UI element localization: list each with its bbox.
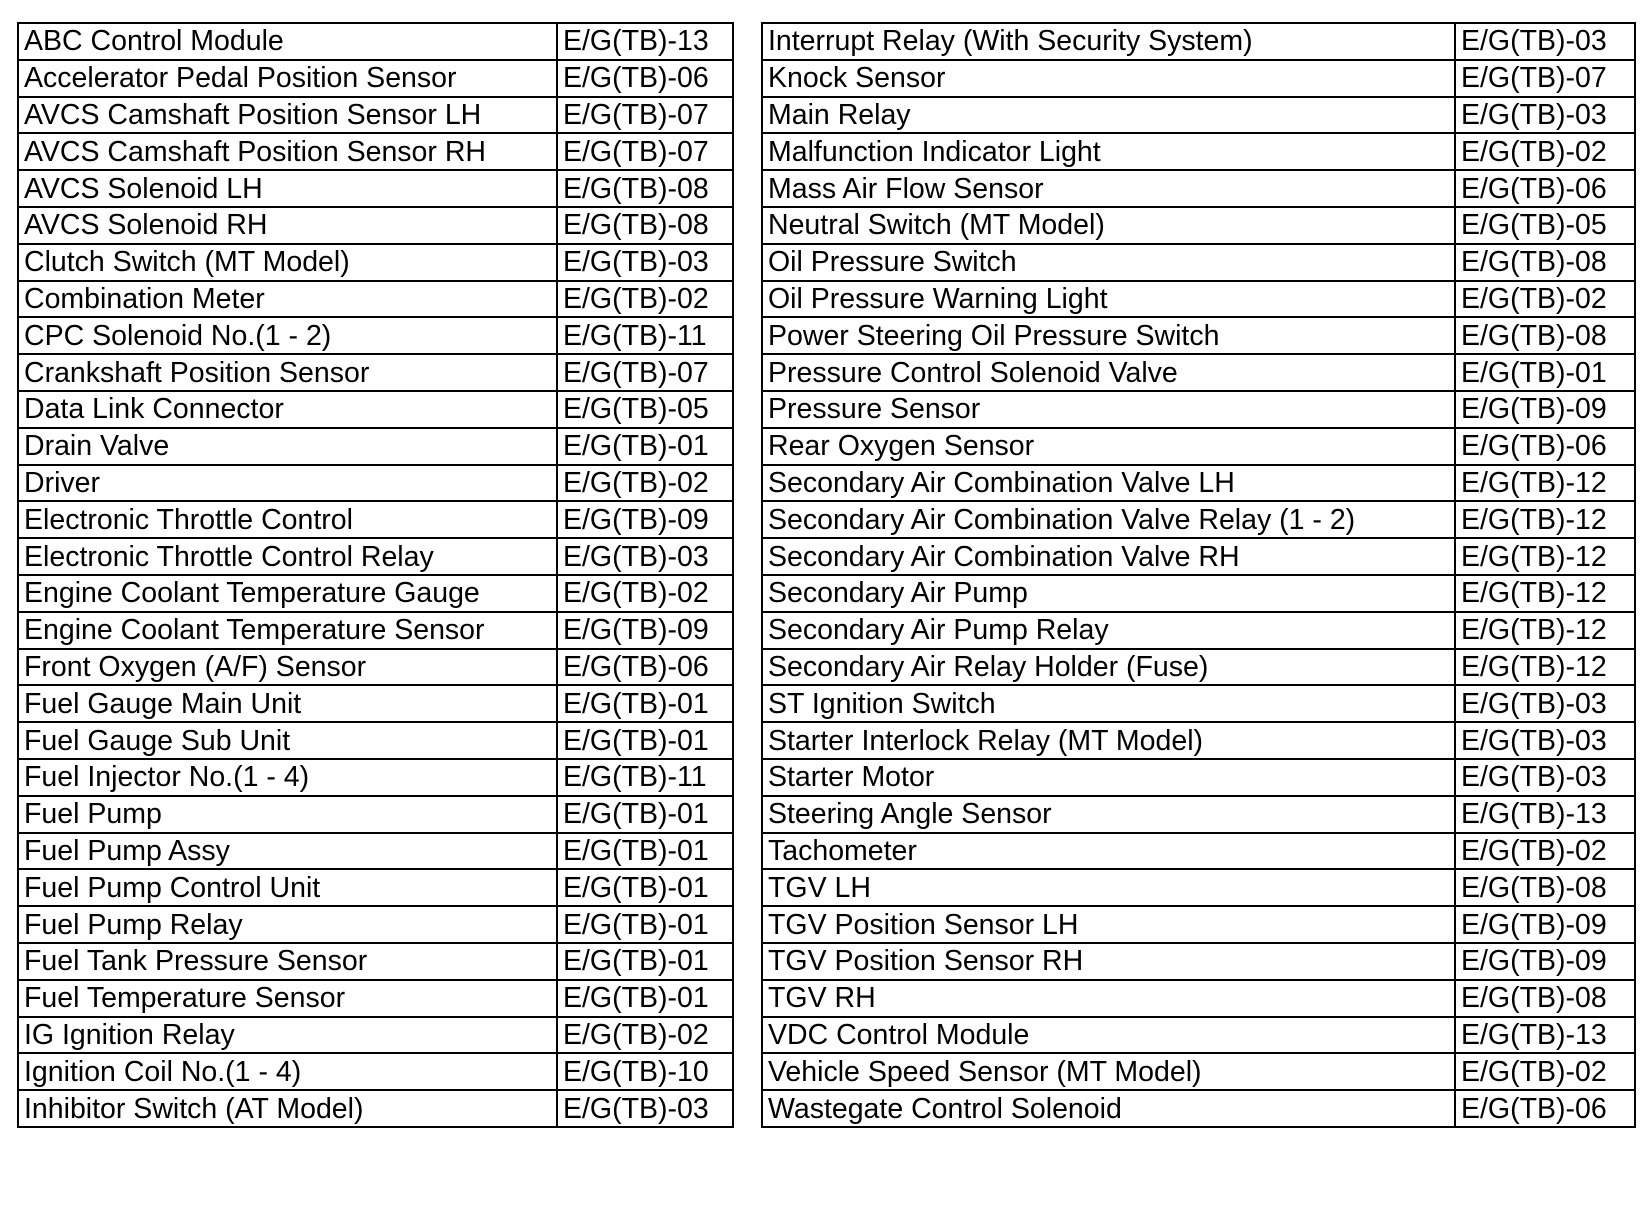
diagram-reference: E/G(TB)-10	[557, 1053, 733, 1090]
diagram-reference: E/G(TB)-01	[557, 869, 733, 906]
component-name: AVCS Camshaft Position Sensor RH	[18, 133, 557, 170]
component-name: Tachometer	[762, 833, 1455, 870]
component-name: Front Oxygen (A/F) Sensor	[18, 649, 557, 686]
component-name: Steering Angle Sensor	[762, 796, 1455, 833]
component-name: Electronic Throttle Control	[18, 501, 557, 538]
diagram-reference: E/G(TB)-01	[557, 906, 733, 943]
table-row	[762, 943, 1635, 980]
table-row	[762, 575, 1635, 612]
component-name: Mass Air Flow Sensor	[762, 170, 1455, 207]
diagram-reference: E/G(TB)-09	[1455, 391, 1635, 428]
component-name: Fuel Tank Pressure Sensor	[18, 943, 557, 980]
component-name: Engine Coolant Temperature Gauge	[18, 575, 557, 612]
table-row	[18, 685, 733, 722]
diagram-reference: E/G(TB)-02	[557, 1017, 733, 1054]
diagram-reference: E/G(TB)-09	[557, 501, 733, 538]
table-row	[18, 23, 733, 60]
diagram-reference: E/G(TB)-12	[1455, 538, 1635, 575]
table-row	[18, 1053, 733, 1090]
component-name: IG Ignition Relay	[18, 1017, 557, 1054]
diagram-reference: E/G(TB)-06	[1455, 170, 1635, 207]
diagram-reference: E/G(TB)-03	[1455, 685, 1635, 722]
table-row	[762, 170, 1635, 207]
component-name: Drain Valve	[18, 428, 557, 465]
component-name: Fuel Gauge Main Unit	[18, 685, 557, 722]
table-row	[762, 869, 1635, 906]
component-name: Fuel Pump	[18, 796, 557, 833]
diagram-reference: E/G(TB)-02	[557, 281, 733, 318]
component-name: TGV Position Sensor LH	[762, 906, 1455, 943]
component-name: Fuel Pump Assy	[18, 833, 557, 870]
table-row	[762, 685, 1635, 722]
table-row	[762, 796, 1635, 833]
diagram-reference: E/G(TB)-08	[1455, 869, 1635, 906]
diagram-reference: E/G(TB)-03	[557, 538, 733, 575]
diagram-reference: E/G(TB)-08	[1455, 317, 1635, 354]
component-name: Interrupt Relay (With Security System)	[762, 23, 1455, 60]
table-row	[18, 759, 733, 796]
table-row	[18, 97, 733, 134]
diagram-reference: E/G(TB)-08	[1455, 980, 1635, 1017]
component-name: ST Ignition Switch	[762, 685, 1455, 722]
component-name: Crankshaft Position Sensor	[18, 354, 557, 391]
table-row	[18, 833, 733, 870]
component-name: VDC Control Module	[762, 1017, 1455, 1054]
component-name: Power Steering Oil Pressure Switch	[762, 317, 1455, 354]
component-name: Secondary Air Relay Holder (Fuse)	[762, 649, 1455, 686]
table-row	[18, 465, 733, 502]
diagram-reference: E/G(TB)-07	[557, 97, 733, 134]
table-row	[762, 649, 1635, 686]
component-name: TGV LH	[762, 869, 1455, 906]
table-row	[762, 612, 1635, 649]
diagram-reference: E/G(TB)-07	[557, 133, 733, 170]
diagram-reference: E/G(TB)-03	[557, 244, 733, 281]
table-row	[18, 244, 733, 281]
diagram-reference: E/G(TB)-03	[557, 1090, 733, 1127]
table-row	[18, 170, 733, 207]
component-name: Accelerator Pedal Position Sensor	[18, 60, 557, 97]
component-name: TGV RH	[762, 980, 1455, 1017]
table-row	[762, 1017, 1635, 1054]
component-name: Engine Coolant Temperature Sensor	[18, 612, 557, 649]
component-name: Secondary Air Pump Relay	[762, 612, 1455, 649]
table-row	[18, 133, 733, 170]
diagram-reference: E/G(TB)-13	[1455, 1017, 1635, 1054]
diagram-reference: E/G(TB)-01	[557, 428, 733, 465]
diagram-reference: E/G(TB)-02	[557, 465, 733, 502]
table-row	[18, 207, 733, 244]
component-name: AVCS Solenoid LH	[18, 170, 557, 207]
component-name: Secondary Air Combination Valve Relay (1 - 2)	[762, 501, 1455, 538]
component-name: Clutch Switch (MT Model)	[18, 244, 557, 281]
component-name: Secondary Air Combination Valve LH	[762, 465, 1455, 502]
table-row	[762, 906, 1635, 943]
diagram-reference: E/G(TB)-12	[1455, 612, 1635, 649]
left-index-body	[18, 23, 733, 1127]
diagram-reference: E/G(TB)-12	[1455, 575, 1635, 612]
left-index-table	[17, 22, 734, 1128]
diagram-reference: E/G(TB)-06	[1455, 1090, 1635, 1127]
table-row	[18, 796, 733, 833]
diagram-reference: E/G(TB)-01	[557, 943, 733, 980]
component-name: Inhibitor Switch (AT Model)	[18, 1090, 557, 1127]
table-row	[762, 465, 1635, 502]
table-row	[762, 354, 1635, 391]
diagram-reference: E/G(TB)-09	[557, 612, 733, 649]
table-row	[18, 317, 733, 354]
diagram-reference: E/G(TB)-02	[1455, 833, 1635, 870]
diagram-reference: E/G(TB)-08	[1455, 244, 1635, 281]
right-index-body	[762, 23, 1635, 1127]
diagram-reference: E/G(TB)-08	[557, 207, 733, 244]
component-name: Wastegate Control Solenoid	[762, 1090, 1455, 1127]
component-name: Fuel Pump Relay	[18, 906, 557, 943]
table-row	[762, 1090, 1635, 1127]
diagram-reference: E/G(TB)-09	[1455, 943, 1635, 980]
component-name: Fuel Pump Control Unit	[18, 869, 557, 906]
component-name: ABC Control Module	[18, 23, 557, 60]
table-row	[762, 1053, 1635, 1090]
component-name: Fuel Gauge Sub Unit	[18, 722, 557, 759]
diagram-reference: E/G(TB)-06	[1455, 428, 1635, 465]
diagram-reference: E/G(TB)-07	[1455, 60, 1635, 97]
component-name: Fuel Injector No.(1 - 4)	[18, 759, 557, 796]
diagram-reference: E/G(TB)-02	[1455, 1053, 1635, 1090]
table-row	[18, 612, 733, 649]
table-row	[18, 60, 733, 97]
component-name: Pressure Control Solenoid Valve	[762, 354, 1455, 391]
diagram-reference: E/G(TB)-12	[1455, 501, 1635, 538]
component-name: Secondary Air Combination Valve RH	[762, 538, 1455, 575]
component-name: Starter Motor	[762, 759, 1455, 796]
table-row	[762, 207, 1635, 244]
diagram-reference: E/G(TB)-13	[1455, 796, 1635, 833]
table-row	[762, 428, 1635, 465]
table-row	[18, 428, 733, 465]
diagram-reference: E/G(TB)-11	[557, 759, 733, 796]
component-name: Ignition Coil No.(1 - 4)	[18, 1053, 557, 1090]
diagram-reference: E/G(TB)-02	[557, 575, 733, 612]
table-row	[762, 391, 1635, 428]
table-row	[18, 575, 733, 612]
diagram-reference: E/G(TB)-07	[557, 354, 733, 391]
component-name: Malfunction Indicator Light	[762, 133, 1455, 170]
table-row	[762, 980, 1635, 1017]
diagram-reference: E/G(TB)-03	[1455, 722, 1635, 759]
diagram-reference: E/G(TB)-08	[557, 170, 733, 207]
component-name: Main Relay	[762, 97, 1455, 134]
table-row	[762, 133, 1635, 170]
diagram-reference: E/G(TB)-01	[557, 833, 733, 870]
component-name: Fuel Temperature Sensor	[18, 980, 557, 1017]
diagram-reference: E/G(TB)-09	[1455, 906, 1635, 943]
diagram-reference: E/G(TB)-05	[557, 391, 733, 428]
table-row	[762, 538, 1635, 575]
table-row	[18, 1017, 733, 1054]
table-row	[18, 943, 733, 980]
table-row	[18, 538, 733, 575]
component-name: Combination Meter	[18, 281, 557, 318]
diagram-reference: E/G(TB)-01	[557, 722, 733, 759]
diagram-reference: E/G(TB)-02	[1455, 281, 1635, 318]
table-row	[762, 244, 1635, 281]
table-row	[762, 97, 1635, 134]
diagram-reference: E/G(TB)-13	[557, 23, 733, 60]
table-row	[18, 281, 733, 318]
diagram-reference: E/G(TB)-01	[557, 980, 733, 1017]
right-index-table	[761, 22, 1636, 1128]
component-name: AVCS Solenoid RH	[18, 207, 557, 244]
table-row	[762, 23, 1635, 60]
diagram-reference: E/G(TB)-12	[1455, 465, 1635, 502]
table-row	[762, 722, 1635, 759]
table-row	[762, 833, 1635, 870]
table-row	[18, 1090, 733, 1127]
component-name: CPC Solenoid No.(1 - 2)	[18, 317, 557, 354]
table-row	[18, 354, 733, 391]
diagram-reference: E/G(TB)-03	[1455, 97, 1635, 134]
diagram-reference: E/G(TB)-05	[1455, 207, 1635, 244]
table-row	[18, 501, 733, 538]
diagram-reference: E/G(TB)-01	[557, 796, 733, 833]
component-name: TGV Position Sensor RH	[762, 943, 1455, 980]
component-name: Pressure Sensor	[762, 391, 1455, 428]
table-row	[762, 317, 1635, 354]
component-name: Neutral Switch (MT Model)	[762, 207, 1455, 244]
component-name: Secondary Air Pump	[762, 575, 1455, 612]
table-row	[762, 281, 1635, 318]
component-name: AVCS Camshaft Position Sensor LH	[18, 97, 557, 134]
diagram-reference: E/G(TB)-06	[557, 649, 733, 686]
table-row	[18, 906, 733, 943]
component-name: Electronic Throttle Control Relay	[18, 538, 557, 575]
table-row	[762, 60, 1635, 97]
table-row	[18, 649, 733, 686]
diagram-reference: E/G(TB)-03	[1455, 759, 1635, 796]
diagram-reference: E/G(TB)-11	[557, 317, 733, 354]
component-name: Driver	[18, 465, 557, 502]
component-name: Starter Interlock Relay (MT Model)	[762, 722, 1455, 759]
component-name: Oil Pressure Switch	[762, 244, 1455, 281]
table-row	[18, 722, 733, 759]
table-row	[762, 501, 1635, 538]
diagram-reference: E/G(TB)-02	[1455, 133, 1635, 170]
component-name: Knock Sensor	[762, 60, 1455, 97]
diagram-reference: E/G(TB)-03	[1455, 23, 1635, 60]
component-name: Rear Oxygen Sensor	[762, 428, 1455, 465]
table-row	[18, 980, 733, 1017]
diagram-reference: E/G(TB)-01	[1455, 354, 1635, 391]
diagram-reference: E/G(TB)-01	[557, 685, 733, 722]
component-name: Vehicle Speed Sensor (MT Model)	[762, 1053, 1455, 1090]
diagram-reference: E/G(TB)-12	[1455, 649, 1635, 686]
component-name: Data Link Connector	[18, 391, 557, 428]
table-row	[18, 391, 733, 428]
table-row	[762, 759, 1635, 796]
diagram-reference: E/G(TB)-06	[557, 60, 733, 97]
table-row	[18, 869, 733, 906]
component-name: Oil Pressure Warning Light	[762, 281, 1455, 318]
